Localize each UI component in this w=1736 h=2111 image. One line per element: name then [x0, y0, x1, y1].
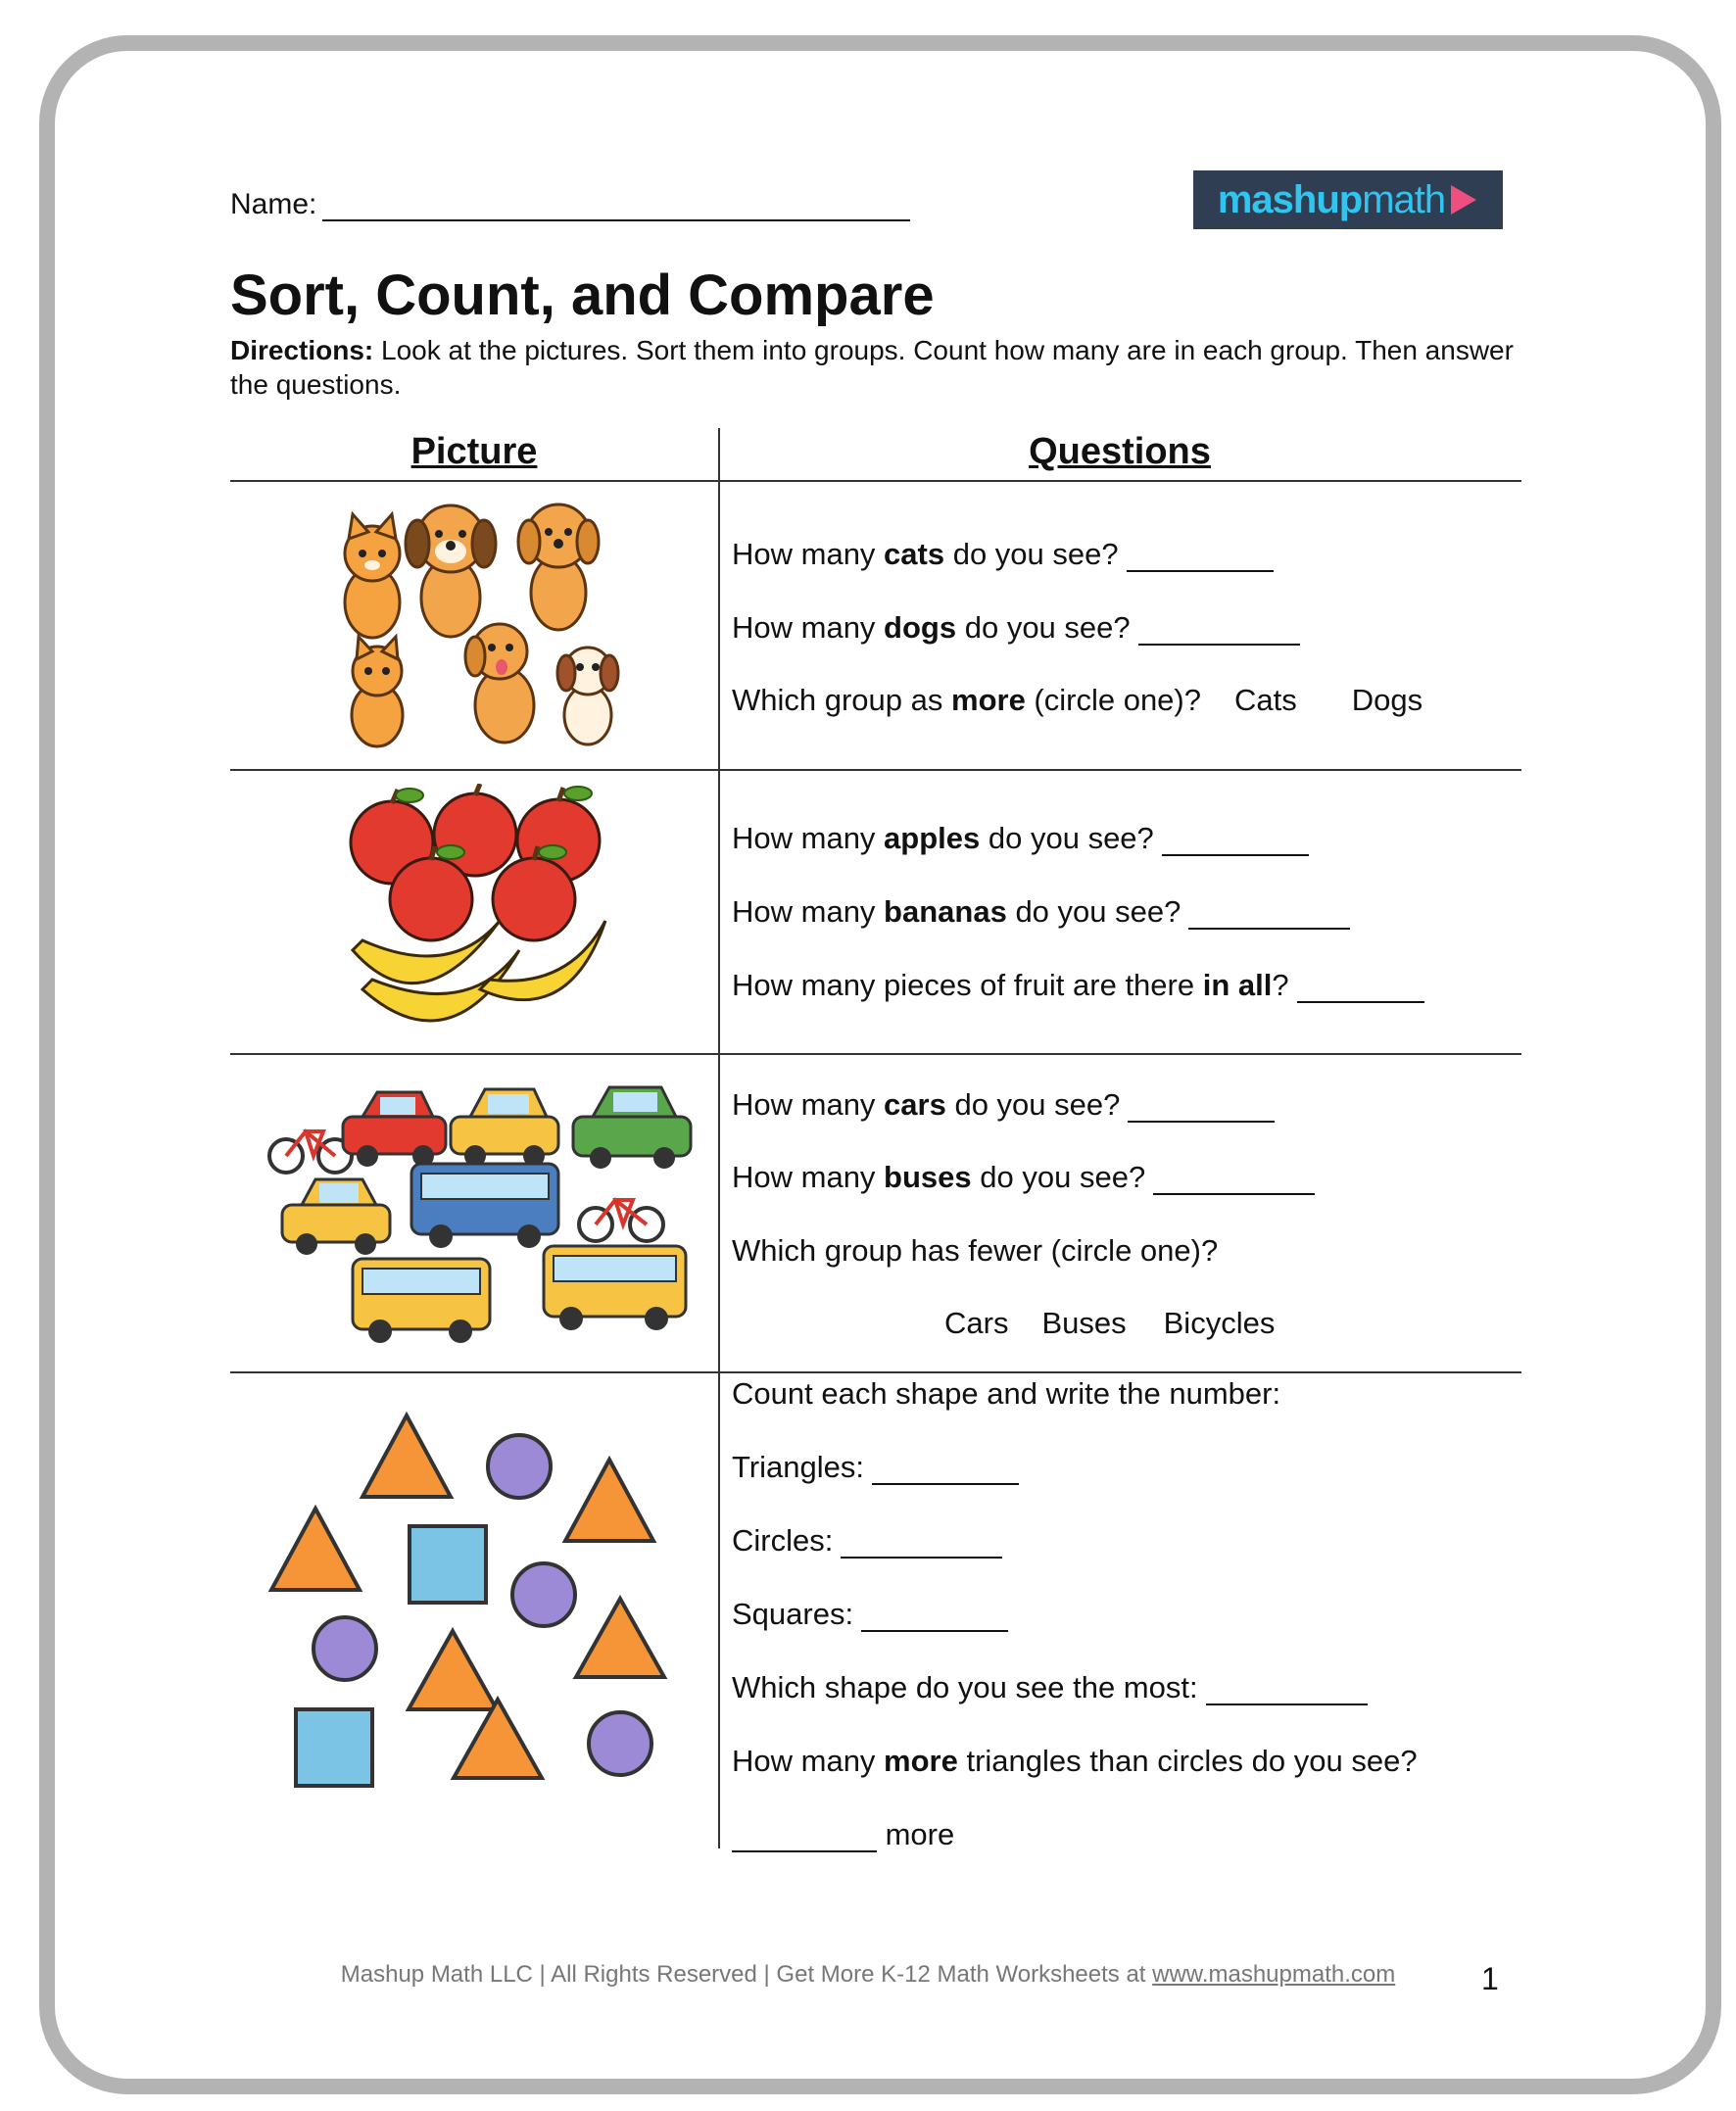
question-text: (circle one)? — [1025, 683, 1201, 717]
question-text: Which group as — [732, 683, 951, 717]
answer-blank[interactable] — [1297, 972, 1424, 1003]
question-text: do you see? — [971, 1160, 1146, 1194]
option-dogs[interactable]: Dogs — [1351, 683, 1423, 717]
answer-blank[interactable] — [732, 1821, 877, 1852]
question-text: How many — [732, 821, 885, 855]
answer-blank[interactable] — [841, 1527, 1002, 1559]
question-squares — [732, 1597, 1008, 1632]
footer-link[interactable]: www.mashupmath.com — [1152, 1961, 1396, 1988]
answer-blank[interactable] — [1206, 1674, 1368, 1705]
question-circles — [732, 1523, 1002, 1559]
dog-icon — [518, 504, 599, 630]
question-text: do you see? — [956, 610, 1131, 645]
circle-icon — [488, 1435, 551, 1498]
square-icon — [410, 1526, 486, 1603]
car-icon — [573, 1087, 691, 1169]
question-bold: buses — [884, 1160, 972, 1194]
page-number: 1 — [1481, 1961, 1499, 1996]
option-bicycles[interactable]: Bicycles — [1163, 1306, 1276, 1340]
answer-blank[interactable] — [1162, 825, 1309, 856]
dog-icon — [557, 648, 618, 744]
play-arrow-icon — [1449, 183, 1478, 216]
triangle-icon — [409, 1631, 497, 1709]
answer-blank[interactable] — [1153, 1164, 1315, 1195]
question-text: do you see? — [945, 1087, 1121, 1122]
bus-icon — [353, 1259, 490, 1343]
question-buses — [732, 1160, 1315, 1195]
mashupmath-logo — [1193, 170, 1503, 229]
question-more-triangles — [732, 1744, 1418, 1779]
question-text: How many pieces of fruit are there — [732, 968, 1203, 1002]
question-text: Triangles: — [732, 1450, 864, 1484]
answer-more-row — [732, 1817, 954, 1852]
option-cars[interactable]: Cars — [944, 1306, 1009, 1340]
table-column-divider — [718, 428, 720, 1848]
question-most-shape — [732, 1670, 1368, 1705]
question-triangles — [732, 1450, 1019, 1485]
question-text: do you see? — [944, 537, 1119, 571]
question-text: How many — [732, 1087, 885, 1122]
question-bold: more — [951, 683, 1026, 717]
apples-bananas-picture — [343, 784, 612, 1043]
footer-text: Mashup Math LLC | All Rights Reserved | Get More K-12 Math Worksheets at — [340, 1961, 1153, 1988]
page-title: Sort, Count, and Compare — [230, 264, 935, 327]
car-icon — [343, 1092, 446, 1167]
circle-icon — [589, 1712, 651, 1775]
column-header-questions: Questions — [1029, 431, 1211, 472]
bus-icon — [411, 1164, 558, 1248]
question-bold: dogs — [884, 610, 957, 645]
directions — [230, 333, 1533, 402]
question-text: do you see? — [980, 821, 1154, 855]
name-row — [230, 188, 910, 221]
car-icon — [282, 1179, 390, 1255]
row-divider-2 — [230, 1053, 1521, 1055]
footer — [0, 1961, 1736, 1989]
question-text: do you see? — [1006, 894, 1181, 929]
question-dogs — [732, 610, 1300, 646]
triangle-icon — [576, 1599, 664, 1677]
question-bananas — [732, 894, 1350, 930]
square-icon — [296, 1709, 372, 1786]
answer-blank[interactable] — [861, 1601, 1008, 1632]
option-cats[interactable]: Cats — [1234, 683, 1297, 717]
question-text: Circles: — [732, 1523, 834, 1558]
question-bold: bananas — [884, 894, 1007, 929]
question-text: triangles than circles do you see? — [957, 1744, 1418, 1778]
question-cats — [732, 537, 1274, 572]
circle-icon — [313, 1617, 376, 1680]
cat-icon — [352, 637, 403, 746]
shapes-picture — [265, 1411, 676, 1793]
question-text: How many — [732, 1160, 885, 1194]
bicycle-icon — [269, 1131, 352, 1173]
name-label: Name: — [230, 188, 317, 220]
question-fewer-group: Which group has fewer (circle one)? — [732, 1233, 1219, 1268]
name-blank[interactable] — [322, 192, 910, 221]
triangle-icon — [271, 1509, 360, 1590]
column-header-picture: Picture — [410, 431, 538, 472]
logo-part2: math — [1362, 177, 1446, 221]
row-divider-3 — [230, 1371, 1521, 1373]
question-bold: cars — [884, 1087, 946, 1122]
directions-text: Look at the pictures. Sort them into groups. Count how many are in each group. Then answer the questions. — [230, 335, 1514, 400]
question-cars — [732, 1087, 1275, 1123]
fewer-options — [944, 1306, 1275, 1341]
vehicles-picture — [265, 1078, 700, 1352]
answer-blank[interactable] — [1188, 898, 1350, 930]
answer-blank[interactable] — [1127, 541, 1274, 572]
cat-icon — [345, 514, 400, 638]
question-text: ? — [1272, 968, 1289, 1002]
option-buses[interactable]: Buses — [1041, 1306, 1127, 1340]
question-bold: more — [884, 1744, 958, 1778]
car-icon — [451, 1089, 558, 1167]
answer-blank[interactable] — [1138, 614, 1300, 646]
question-bold: cats — [884, 537, 945, 571]
directions-label: Directions: — [230, 335, 374, 365]
dog-icon — [465, 624, 534, 743]
question-more-group — [732, 683, 1423, 718]
answer-blank[interactable] — [872, 1454, 1019, 1485]
question-text: Squares: — [732, 1597, 854, 1631]
triangle-icon — [362, 1415, 451, 1497]
row-divider-1 — [230, 769, 1521, 771]
question-text: How many — [732, 537, 885, 571]
question-apples — [732, 821, 1309, 856]
cats-dogs-picture — [313, 495, 637, 754]
question-text: How many — [732, 894, 885, 929]
question-text: How many — [732, 610, 885, 645]
answer-blank[interactable] — [1128, 1091, 1275, 1123]
question-bold: apples — [884, 821, 981, 855]
question-text: How many — [732, 1744, 885, 1778]
table-header-divider — [230, 480, 1521, 482]
triangle-icon — [565, 1460, 653, 1541]
question-bold: in all — [1202, 968, 1273, 1002]
bus-icon — [544, 1246, 686, 1330]
dog-icon — [406, 505, 496, 637]
bicycle-icon — [579, 1200, 663, 1241]
circle-icon — [512, 1563, 575, 1626]
question-fruit-total — [732, 968, 1424, 1003]
question-text: Which shape do you see the most: — [732, 1670, 1198, 1704]
question-text: more — [877, 1817, 955, 1851]
shapes-intro: Count each shape and write the number: — [732, 1376, 1281, 1411]
logo-part1: mashup — [1217, 177, 1363, 221]
